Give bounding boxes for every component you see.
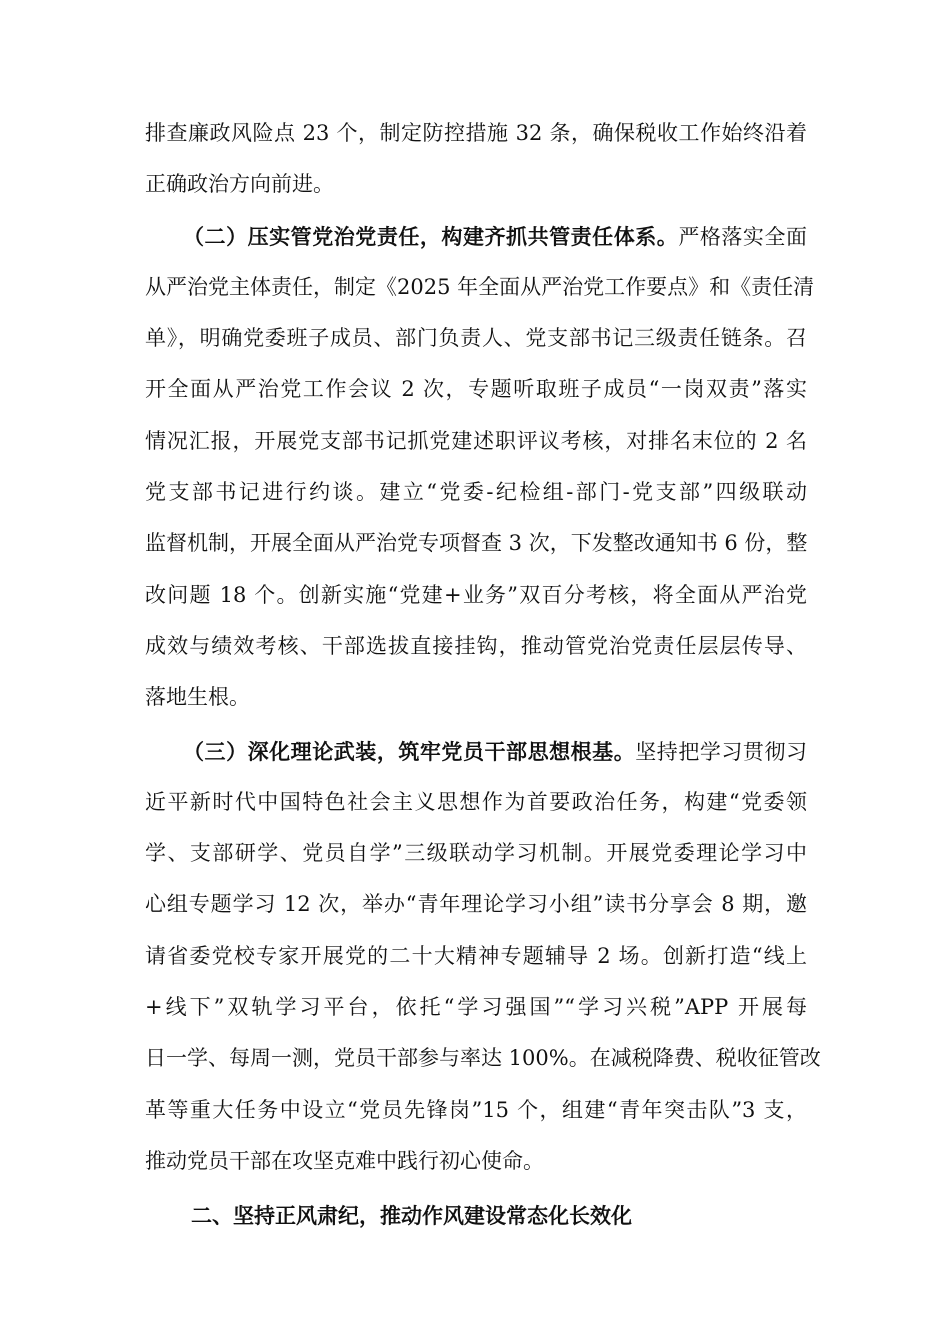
paragraph-3 [145,726,821,1188]
section-lead-heading: （二）压实管党治党责任，构建齐抓共管责任体系。 [183,223,679,249]
text-line [145,726,807,777]
text-line: 从严治党主体责任，制定《2025 年全面从严治党工作要点》和《责任清 [145,274,815,299]
section-lead-heading: （三）深化理论武装，筑牢党员干部思想根基。 [183,738,636,764]
text-line: 学、支部研学、党员自学”三级联动学习机制。开展党委理论学习中 [145,841,807,866]
section-heading: 二、坚持正风肃纪，推动作风建设常态化长效化 [191,1203,632,1229]
document-page [145,108,821,1242]
text-line: 心组专题学习 12 次，举办“青年理论学习小组”读书分享会 8 期，邀 [145,892,807,917]
text-span: 严格落实全面 [678,224,808,249]
text-span: 坚持把学习贯彻习 [635,739,807,764]
text-line: 开全面从严治党工作会议 2 次，专题听取班子成员“一岗双责”落实 [145,377,807,402]
text-line: 单》，明确党委班子成员、部门负责人、党支部书记三级责任链条。召 [145,326,807,351]
text-line: 情况汇报，开展党支部书记抓党建述职评议考核，对排名末位的 2 名 [145,428,807,453]
text-line: 监督机制，开展全面从严治党专项督查 3 次，下发整改通知书 6 份，整 [145,531,808,556]
text-line: 落地生根。 [145,685,250,710]
text-line: 成效与绩效考核、干部选拔直接挂钩，推动管党治党责任层层传导、 [145,633,807,658]
text-line: 党支部书记进行约谈。建立“党委-纪检组-部门-党支部”四级联动 [145,480,807,505]
text-line: 请省委党校专家开展党的二十大精神专题辅导 2 场。创新打造“线上 [145,943,807,968]
paragraph-1 [145,108,807,211]
text-line: 日一学、每周一测，党员干部参与率达 100%。在减税降费、税收征管改 [145,1046,821,1071]
text-line: 近平新时代中国特色社会主义思想作为首要政治任务，构建“党委领 [145,789,807,814]
paragraph-2 [145,211,815,724]
text-line: 改问题 18 个。创新实施“党建+业务”双百分考核，将全面从严治党 [145,582,807,607]
text-line: 推动党员干部在攻坚克难中践行初心使命。 [145,1148,544,1173]
text-line [145,211,807,262]
text-line: 排查廉政风险点 23 个，制定防控措施 32 条，确保税收工作始终沿着 [145,121,807,145]
text-line: +线下”双轨学习平台，依托“学习强国”“学习兴税”APP 开展每 [145,995,807,1020]
text-line: 正确政治方向前进。 [145,172,334,197]
text-line: 革等重大任务中设立“党员先锋岗”15 个，组建“青年突击队”3 支， [145,1097,807,1122]
